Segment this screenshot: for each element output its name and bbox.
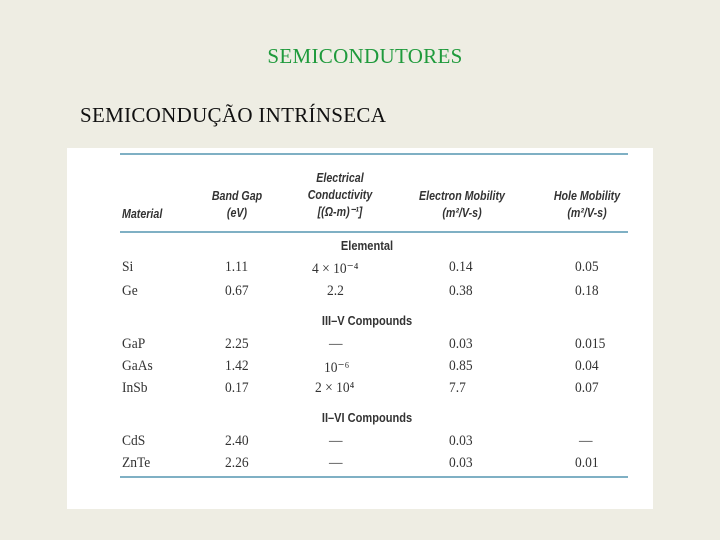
- cell-hole-mobility: —: [579, 433, 593, 449]
- header-material: Material: [122, 206, 163, 221]
- cell-conductivity: 10⁻⁶: [324, 360, 350, 376]
- cell-hole-mobility: 0.07: [575, 380, 599, 396]
- cell-electron-mobility: 0.03: [449, 433, 473, 449]
- header-band-gap: Band Gap (eV): [211, 188, 263, 220]
- cell-band-gap: 0.17: [225, 380, 249, 396]
- cell-material: InSb: [122, 380, 148, 396]
- cell-band-gap: 2.26: [225, 455, 249, 471]
- cell-material: Ge: [122, 283, 138, 299]
- cell-band-gap: 2.25: [225, 336, 249, 352]
- cell-electron-mobility: 0.38: [449, 283, 473, 299]
- section-label: II–VI Compounds: [321, 410, 413, 425]
- slide-title: SEMICONDUTORES: [267, 44, 463, 68]
- section-label: Elemental: [340, 238, 394, 253]
- cell-material: Si: [122, 259, 134, 275]
- cell-material: ZnTe: [122, 455, 151, 471]
- header-electron-mobility: Electron Mobility (m²/V-s): [419, 188, 505, 220]
- section-label: III–V Compounds: [321, 313, 413, 328]
- slide-subtitle: SEMICONDUÇÃO INTRÍNSECA: [80, 103, 387, 127]
- cell-material: GaAs: [122, 358, 153, 374]
- cell-electron-mobility: 7.7: [449, 380, 466, 396]
- cell-hole-mobility: 0.015: [575, 336, 606, 352]
- header-hole-mobility: Hole Mobility (m²/V-s): [553, 188, 621, 220]
- cell-band-gap: 0.67: [225, 283, 249, 299]
- cell-electron-mobility: 0.03: [449, 336, 473, 352]
- cell-hole-mobility: 0.18: [575, 283, 599, 299]
- cell-conductivity: 2 × 10⁴: [315, 380, 355, 396]
- table-bottom-rule: [120, 476, 628, 478]
- cell-material: GaP: [122, 336, 146, 352]
- cell-material: CdS: [122, 433, 146, 449]
- cell-band-gap: 1.11: [225, 259, 249, 275]
- cell-conductivity: 2.2: [327, 283, 344, 299]
- cell-hole-mobility: 0.04: [575, 358, 599, 374]
- cell-electron-mobility: 0.85: [449, 358, 473, 374]
- cell-electron-mobility: 0.14: [449, 259, 473, 275]
- cell-hole-mobility: 0.05: [575, 259, 599, 275]
- cell-conductivity: —: [329, 433, 343, 449]
- cell-band-gap: 2.40: [225, 433, 249, 449]
- table-header-rule: [120, 231, 628, 233]
- cell-hole-mobility: 0.01: [575, 455, 599, 471]
- cell-conductivity: 4 × 10⁻⁴: [312, 261, 359, 277]
- cell-conductivity: —: [329, 336, 343, 352]
- cell-electron-mobility: 0.03: [449, 455, 473, 471]
- properties-table: [67, 148, 653, 509]
- cell-band-gap: 1.42: [225, 358, 249, 374]
- cell-conductivity: —: [329, 455, 343, 471]
- table-top-rule: [120, 153, 628, 155]
- header-conductivity: Electrical Conductivity [(Ω-m)⁻¹]: [307, 170, 373, 219]
